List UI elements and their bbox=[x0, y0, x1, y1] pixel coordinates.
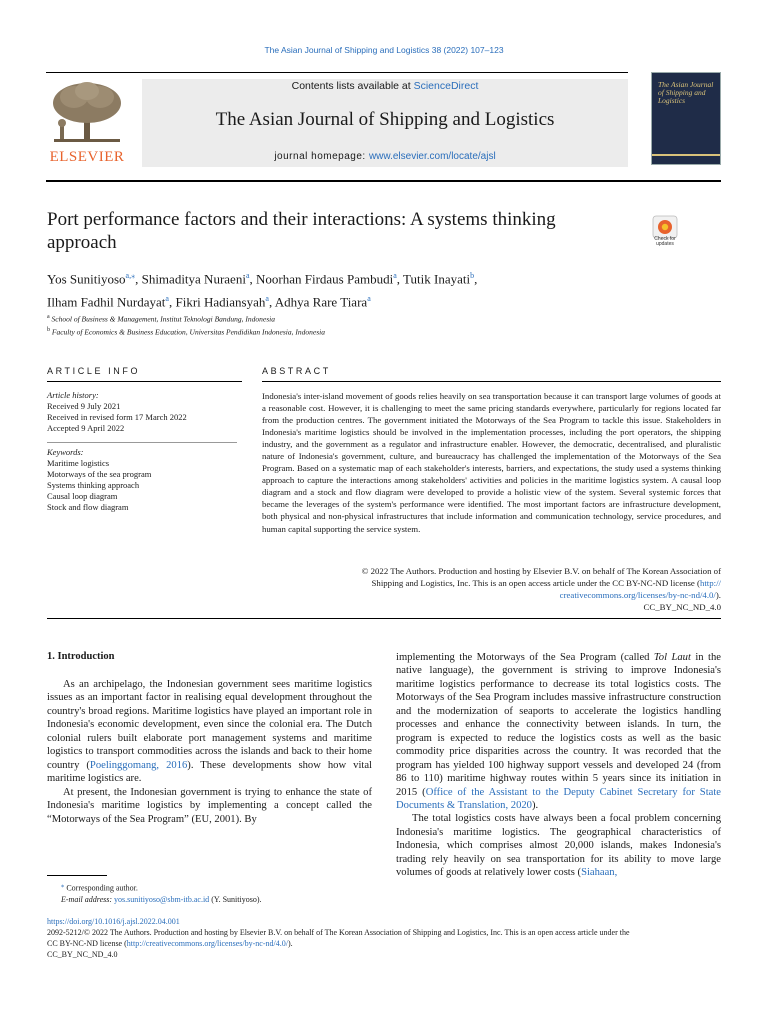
affiliation-text: Faculty of Economics & Business Education, Universitas Pendidikan Indonesia, Indonesia bbox=[51, 327, 325, 336]
email-link[interactable]: yos.sunitiyoso@sbm-itb.ac.id bbox=[114, 894, 210, 904]
author-affiliation-mark[interactable]: a bbox=[367, 294, 371, 304]
body-right-column bbox=[396, 651, 721, 880]
body-left-column bbox=[47, 678, 372, 826]
paragraph-text: ). bbox=[531, 799, 539, 811]
paragraph-text: The total logistics costs have always been a focal problem concerning Indonesia's maritime logistics. The geographical characteristics of Indonesia, which comprises almost 20,000 islands, makes Indonesia's trading rely heavily on sea transportation for its ability to move large volumes of goods at relatively lower costs ( bbox=[396, 813, 721, 879]
cover-stripe bbox=[652, 154, 720, 156]
email-owner: (Y. Sunitiyoso). bbox=[211, 894, 262, 904]
article-info-heading: ARTICLE INFO bbox=[47, 366, 141, 376]
author-name[interactable]: Shimaditya Nuraeni bbox=[141, 271, 246, 287]
copyright-end: ). bbox=[715, 590, 721, 601]
footnote-rule bbox=[47, 875, 107, 876]
citation-link[interactable]: Siahaan, bbox=[581, 867, 618, 879]
license-tag: CC_BY_NC_ND_4.0 bbox=[643, 602, 721, 613]
author-affiliation-mark[interactable]: a bbox=[165, 294, 169, 304]
keyword-item: Causal loop diagram bbox=[47, 491, 118, 501]
homepage-line bbox=[142, 151, 628, 162]
affiliation-mark: a bbox=[47, 314, 50, 320]
keyword-item: Maritime logistics bbox=[47, 458, 110, 468]
copyright-text: Shipping and Logistics, Inc. This is an open access article under the CC BY-NC-ND license ( bbox=[371, 578, 700, 589]
abstract-heading-rule bbox=[262, 381, 721, 382]
abstract-bottom-rule bbox=[47, 618, 721, 619]
issn-line: 2092-5212/© 2022 The Authors. Production and hosting by Elsevier B.V. on behalf of The Korean Association of Shipping and Logistics, Inc. This is an open access article under the bbox=[47, 928, 630, 937]
license-tag: CC_BY_NC_ND_4.0 bbox=[47, 950, 118, 959]
author-affiliation-mark[interactable]: a bbox=[265, 294, 269, 304]
abstract-copyright bbox=[262, 565, 721, 613]
article-info bbox=[47, 390, 242, 513]
author-name[interactable]: Noorhan Firdaus Pambudi bbox=[256, 271, 394, 287]
doi-link[interactable]: https://doi.org/10.1016/j.ajsl.2022.04.001 bbox=[47, 917, 180, 926]
email-label: E-mail address: bbox=[61, 894, 113, 904]
affiliation-item bbox=[47, 325, 687, 338]
header-divider bbox=[46, 180, 721, 182]
author-affiliation-mark[interactable]: a bbox=[393, 271, 397, 280]
body-paragraph bbox=[396, 812, 721, 879]
info-divider bbox=[47, 442, 237, 443]
homepage-link[interactable]: www.elsevier.com/locate/ajsl bbox=[368, 151, 496, 162]
keyword-item: Stock and flow diagram bbox=[47, 502, 129, 512]
keyword-item: Motorways of the sea program bbox=[47, 469, 152, 479]
license-link[interactable]: creativecommons.org/licenses/by-nc-nd/4.0/ bbox=[559, 590, 716, 601]
paragraph-text: implementing the Motorways of the Sea Program (called bbox=[396, 652, 654, 663]
author-list: Yos Sunitiyoso$^{a,⁎}$, Shimaditya Nuraeni$^a$, Noorhan Firdaus Pambudi$^a$, Tutik Inayati$^b$, Ilham Fadhil Nurdayat$^a$, Fikri Hadiansyah$^a$, Adhya Rare Tiara$^a$ bbox=[47, 271, 478, 310]
author-name[interactable]: Fikri Hadiansyah bbox=[175, 294, 266, 310]
footnote-text: Corresponding author. bbox=[66, 883, 138, 893]
footnote-email bbox=[47, 894, 377, 905]
journal-cover-image[interactable] bbox=[651, 72, 721, 165]
header-rule bbox=[46, 72, 628, 73]
journal-title: The Asian Journal of Shipping and Logistics bbox=[215, 109, 555, 130]
body-paragraph bbox=[47, 678, 372, 786]
cover-title: The Asian Journal of Shipping and Logistics bbox=[658, 80, 714, 105]
check-for-updates-label[interactable]: Check for updates bbox=[654, 236, 676, 247]
author-affiliation-mark[interactable]: a bbox=[245, 271, 250, 280]
author-affiliation-mark[interactable]: b bbox=[470, 271, 475, 280]
copyright-line bbox=[262, 589, 721, 601]
author-name[interactable]: Yos Sunitiyoso bbox=[47, 271, 126, 287]
paragraph-text: ). These developments show how vital maritime logistics are. bbox=[47, 759, 372, 785]
history-item: Received in revised form 17 March 2022 bbox=[47, 412, 187, 422]
author-name[interactable]: Ilham Fadhil Nurdayat bbox=[47, 294, 166, 310]
contents-prefix: Contents lists available at bbox=[291, 80, 414, 92]
copyright-line bbox=[262, 577, 721, 589]
license-link[interactable]: http:// bbox=[699, 578, 721, 589]
info-heading-rule bbox=[47, 381, 242, 382]
keyword-item: Systems thinking approach bbox=[47, 480, 140, 490]
affiliation-item bbox=[47, 312, 687, 325]
paragraph-text: As an archipelago, the Indonesian government sees maritime logistics issues as an important factor in realising equal development throughout the country's broad regions. Maritime logistics have played an important role in Indonesia's economic development, even since the colonial era. The Dutch colonial rulers built elaborate port management systems and maritime logistics to transport commodities across the islands and back to their home country ( bbox=[47, 679, 372, 771]
body-paragraph: At present, the Indonesian government is trying to enhance the state of Indonesia's maritime logistics by implementing a concept called the “Motorways of the Sea Program” (EU, 2001). By bbox=[47, 786, 372, 825]
history-label: Article history: bbox=[47, 390, 99, 400]
paragraph-text: in the native language), the government is striving to improve Indonesia's maritime logistics performance to decrease its total logistics costs. The Motorways of the Sea Program includes massive infrastructure construction and the modernization of seaports to accelerate the logistics handling processes and enhance the connectivity between islands. In turn, the program is expected to reduce the logistics costs as well as the basic commodity price disparities across the country. It was recorded that the program has yielded 100 highway support vessels and developed 24 (from 86 to 110) maritime highway routes within 5 years since its initiation in 2015 ( bbox=[396, 652, 721, 798]
body-paragraph bbox=[396, 651, 721, 812]
bottom-publication-info bbox=[47, 916, 721, 960]
copyright-line: © 2022 The Authors. Production and hosting by Elsevier B.V. on behalf of The Korean Association of bbox=[361, 566, 721, 576]
citation-link[interactable]: Office of the Assistant to the Deputy Cabinet Secretary for State Documents & Translation, 2020 bbox=[396, 786, 721, 811]
italic-term: Tol Laut bbox=[653, 652, 691, 663]
contents-line bbox=[142, 80, 628, 92]
history-item: Received 9 July 2021 bbox=[47, 401, 121, 411]
license-end: ). bbox=[287, 939, 293, 948]
affiliation-text: School of Business & Management, Institut Teknologi Bandung, Indonesia bbox=[51, 314, 276, 324]
article-title: Port performance factors and their interactions: A systems thinking approach bbox=[47, 209, 556, 253]
journal-citation[interactable]: The Asian Journal of Shipping and Logistics 38 (2022) 107–123 bbox=[264, 45, 504, 55]
abstract-heading: ABSTRACT bbox=[262, 366, 331, 376]
keywords-label: Keywords: bbox=[47, 447, 84, 457]
section-heading-introduction: 1. Introduction bbox=[47, 651, 115, 662]
check-for-updates-icon[interactable] bbox=[645, 214, 685, 254]
license-url-link[interactable]: http://creativecommons.org/licenses/by-nc-nd/4.0/ bbox=[126, 939, 288, 948]
footnote-mark: ⁎ bbox=[61, 882, 65, 889]
abstract-text: Indonesia's inter-island movement of goods relies heavily on sea transportation because it can transport large volumes of goods at a reasonable cost. However, it is challenging to meet the same pricing standards everywhere, particularly for regions located far from the production centres. The government initiated the Motorways of the Sea Program to tackle this issue. Stakeholders in Indonesia's maritime logistics should be involved in the implementation processes, including the port operators, the shipping industry, and the government as a regulator and infrastructure enabler. However, the democratic, decentralised, and pluralistic nature of Indonesia's government, culture, and bureaucracy has challenged the implementation of the Motorways of the Sea Program. Based on a systematic map of each stakeholder's interests, barriers, and expectations, the study used a systems thinking approach to capture the interactions among stakeholders' activities and policies in the maritime logistics system. A causal loop diagram and a stock and flow diagram were developed to provide a holistic view of the system. Several systemic forces that became the leverages of the system's performance were identified. The most important factors are infrastructure development, both physical and non-physical infrastructures that include information and communication technology, service procedures, and human capital supporting the service system. bbox=[262, 391, 721, 534]
homepage-label: journal homepage: bbox=[274, 151, 369, 162]
author-name[interactable]: Tutik Inayati bbox=[403, 271, 471, 287]
footnote-corresponding bbox=[47, 880, 377, 894]
license-line bbox=[47, 938, 721, 949]
affiliations bbox=[47, 312, 687, 337]
author-name[interactable]: Adhya Rare Tiara bbox=[274, 294, 368, 310]
footnote bbox=[47, 880, 377, 905]
affiliation-mark: b bbox=[47, 326, 50, 333]
author-affiliation-mark[interactable]: a,⁎ bbox=[125, 271, 136, 280]
sciencedirect-link[interactable]: ScienceDirect bbox=[413, 80, 479, 92]
license-prefix: CC BY-NC-ND license ( bbox=[47, 939, 127, 948]
publisher-name: ELSEVIER bbox=[49, 149, 125, 165]
citation-link[interactable]: Poelinggomang, 2016 bbox=[89, 759, 188, 771]
history-item: Accepted 9 April 2022 bbox=[47, 423, 125, 433]
